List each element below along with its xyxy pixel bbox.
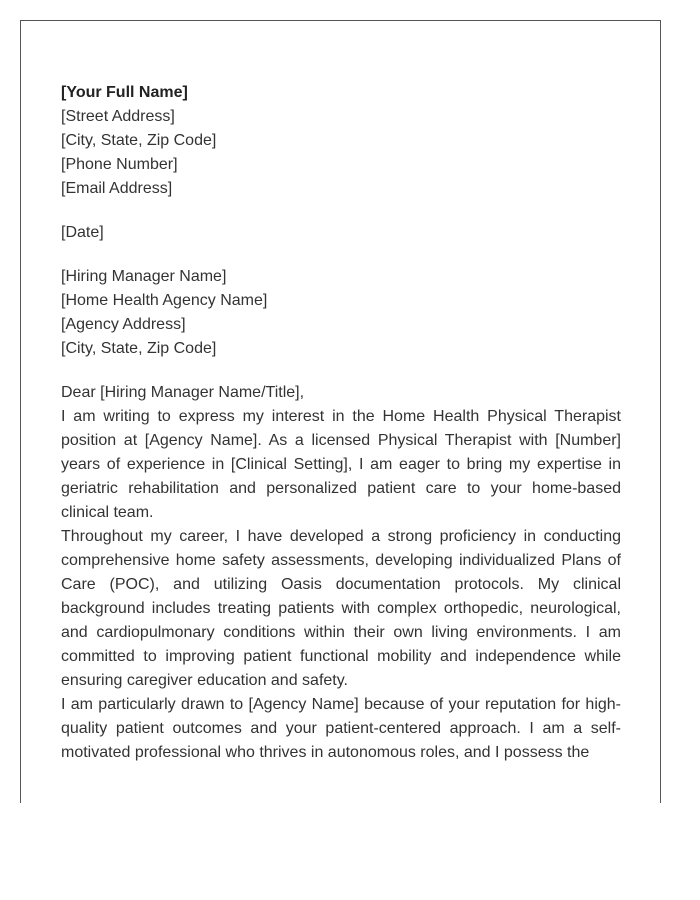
sender-name: [Your Full Name] bbox=[61, 84, 188, 101]
sender-city-state-zip: [City, State, Zip Code] bbox=[61, 132, 217, 149]
sender-phone: [Phone Number] bbox=[61, 156, 178, 173]
salutation: Dear [Hiring Manager Name/Title], bbox=[61, 384, 305, 401]
sender-block bbox=[61, 81, 621, 201]
recipient-manager-name: [Hiring Manager Name] bbox=[61, 268, 227, 285]
salutation-block bbox=[61, 381, 621, 405]
sender-email: [Email Address] bbox=[61, 180, 173, 197]
body-paragraph-2: Throughout my career, I have developed a strong proficiency in conducting comprehensive home safety assessments, developing individualized Plans of Care (POC), and utilizing Oasis documentation protocols. My clinical background includes treating patients with complex orthopedic, neurological, and cardiopulmonary conditions within their own living environments. I am committed to improving patient functional mobility and independence while ensuring caregiver education and safety. bbox=[61, 528, 621, 689]
body-paragraph-3: I am particularly drawn to [Agency Name] because of your reputation for high-quality patient outcomes and your patient-centered approach. I am a self-motivated professional who thrives in autonomous roles, and I possess the bbox=[61, 696, 621, 761]
recipient-block bbox=[61, 265, 621, 361]
letter-content bbox=[61, 81, 621, 765]
body-paragraph-1: I am writing to express my interest in the Home Health Physical Therapist position at [Agency Name]. As a licensed Physical Therapist with [Number] years of experience in [Clinical Setting], I am eager to bring my expertise in geriatric rehabilitation and personalized patient care to your home-based clinical team. bbox=[61, 408, 621, 521]
recipient-agency-address: [Agency Address] bbox=[61, 316, 186, 333]
date-block bbox=[61, 221, 621, 245]
recipient-agency-name: [Home Health Agency Name] bbox=[61, 292, 268, 309]
recipient-city-state-zip: [City, State, Zip Code] bbox=[61, 340, 217, 357]
letter-page bbox=[20, 20, 661, 803]
letter-date: [Date] bbox=[61, 224, 104, 241]
sender-street: [Street Address] bbox=[61, 108, 175, 125]
